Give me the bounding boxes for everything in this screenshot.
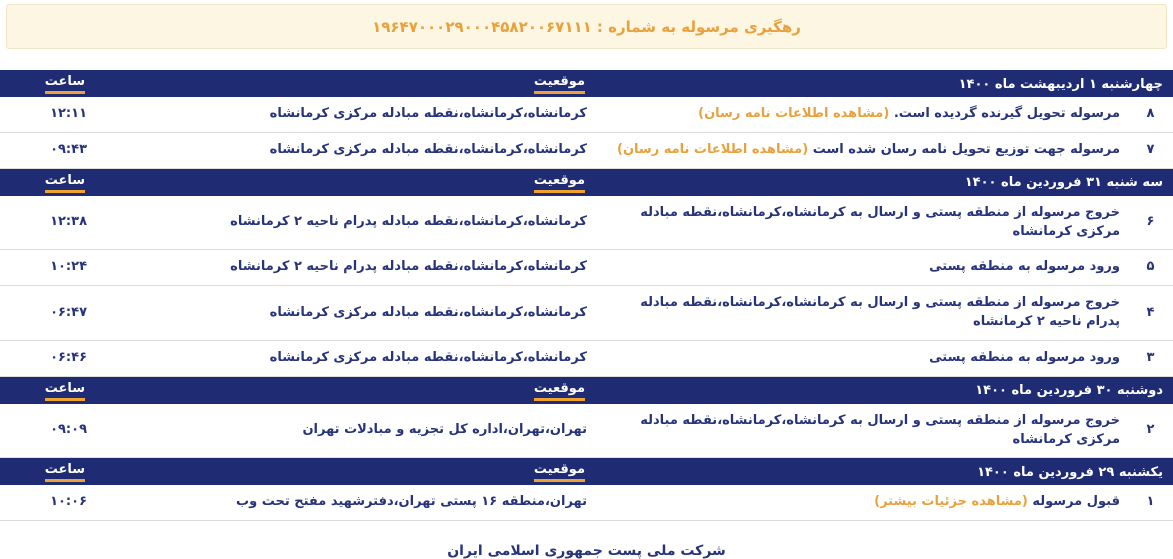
date-text: یکشنبه ۲۹ فروردین ماه ۱۴۰۰ bbox=[977, 464, 1163, 480]
location-header-label: موقعیت bbox=[534, 462, 585, 482]
row-number: ۲ bbox=[1128, 404, 1173, 458]
status-text: ورود مرسوله به منطقه پستی bbox=[929, 349, 1120, 365]
location-cell: کرمانشاه،کرمانشاه،نقطه مبادله پدرام ناحیه ۲ کرمانشاه bbox=[95, 196, 595, 250]
location-header-label: موقعیت bbox=[534, 381, 585, 401]
footer-text: شرکت ملی پست جمهوری اسلامی ایران bbox=[447, 543, 726, 559]
status-text: خروج مرسوله از منطقه پستی و ارسال به کرمانشاه،کرمانشاه،نقطه مبادله مرکزی کرمانشاه bbox=[640, 204, 1120, 239]
time-cell: ۱۲:۳۸ bbox=[0, 196, 95, 250]
time-cell: ۱۰:۰۶ bbox=[0, 485, 95, 520]
status-text: خروج مرسوله از منطقه پستی و ارسال به کرمانشاه،کرمانشاه،نقطه مبادله پدرام ناحیه ۲ کرمانشاه bbox=[640, 295, 1120, 330]
row-number: ۵ bbox=[1128, 250, 1173, 286]
time-header-label: ساعت bbox=[45, 173, 85, 193]
location-cell: کرمانشاه،کرمانشاه،نقطه مبادله مرکزی کرمانشاه bbox=[95, 286, 595, 341]
table-row bbox=[0, 250, 1173, 286]
date-header bbox=[595, 168, 1173, 196]
tracking-table bbox=[0, 70, 1173, 521]
date-header bbox=[595, 376, 1173, 404]
location-header-label: موقعیت bbox=[534, 173, 585, 193]
tracking-banner bbox=[6, 4, 1167, 49]
time-cell: ۰۶:۴۶ bbox=[0, 340, 95, 376]
location-column-header bbox=[95, 458, 595, 486]
status-text: مرسوله جهت توزیع تحویل نامه رسان شده است bbox=[812, 141, 1120, 157]
table-row bbox=[0, 404, 1173, 458]
date-text: دوشنبه ۳۰ فروردین ماه ۱۴۰۰ bbox=[975, 383, 1163, 399]
status-cell bbox=[595, 286, 1128, 341]
row-number: ۶ bbox=[1128, 196, 1173, 250]
location-column-header bbox=[95, 70, 595, 97]
status-text: قبول مرسوله bbox=[1032, 494, 1120, 510]
status-cell bbox=[595, 485, 1128, 520]
status-text: مرسوله تحویل گیرنده گردیده است. bbox=[893, 106, 1120, 121]
location-cell: کرمانشاه،کرمانشاه،نقطه مبادله پدرام ناحیه ۲ کرمانشاه bbox=[95, 250, 595, 286]
date-text: سه شنبه ۳۱ فروردین ماه ۱۴۰۰ bbox=[964, 175, 1163, 191]
date-header-row bbox=[0, 168, 1173, 196]
date-header-row bbox=[0, 70, 1173, 97]
status-cell bbox=[595, 97, 1128, 132]
status-link[interactable]: (مشاهده اطلاعات نامه رسان) bbox=[698, 106, 890, 121]
date-header bbox=[595, 458, 1173, 486]
status-link[interactable]: (مشاهده جزئیات بیشتر) bbox=[874, 494, 1028, 510]
status-text: خروج مرسوله از منطقه پستی و ارسال به کرمانشاه،کرمانشاه،نقطه مبادله مرکزی کرمانشاه bbox=[640, 412, 1120, 447]
row-number: ۱ bbox=[1128, 485, 1173, 520]
tracking-label: رهگیری مرسوله به شماره : bbox=[596, 18, 801, 36]
table-row bbox=[0, 97, 1173, 132]
date-text: چهارشنبه ۱ اردیبهشت ماه ۱۴۰۰ bbox=[958, 76, 1163, 92]
status-cell bbox=[595, 132, 1128, 168]
location-cell: کرمانشاه،کرمانشاه،نقطه مبادله مرکزی کرمانشاه bbox=[95, 97, 595, 132]
status-link[interactable]: (مشاهده اطلاعات نامه رسان) bbox=[617, 141, 809, 157]
row-number: ۷ bbox=[1128, 132, 1173, 168]
date-header-row bbox=[0, 458, 1173, 486]
location-cell: تهران،منطقه ۱۶ پستی تهران،دفترشهید مفتح تحت وب bbox=[95, 485, 595, 520]
location-cell: تهران،تهران،اداره کل تجزیه و مبادلات تهران bbox=[95, 404, 595, 458]
status-cell bbox=[595, 250, 1128, 286]
time-cell: ۱۰:۲۴ bbox=[0, 250, 95, 286]
row-number: ۸ bbox=[1128, 97, 1173, 132]
status-cell bbox=[595, 196, 1128, 250]
tracking-number: ۱۹۶۴۷۰۰۰۲۹۰۰۰۴۵۸۲۰۰۶۷۱۱۱ bbox=[372, 18, 592, 36]
time-header-label: ساعت bbox=[45, 74, 85, 94]
time-column-header bbox=[0, 70, 95, 97]
table-row bbox=[0, 340, 1173, 376]
status-cell bbox=[595, 404, 1128, 458]
row-number: ۳ bbox=[1128, 340, 1173, 376]
time-column-header bbox=[0, 168, 95, 196]
time-cell: ۰۶:۴۷ bbox=[0, 286, 95, 341]
time-header-label: ساعت bbox=[45, 462, 85, 482]
time-header-label: ساعت bbox=[45, 381, 85, 401]
location-header-label: موقعیت bbox=[534, 74, 585, 94]
location-column-header bbox=[95, 376, 595, 404]
table-row bbox=[0, 132, 1173, 168]
status-text: ورود مرسوله به منطقه پستی bbox=[929, 259, 1120, 275]
time-column-header bbox=[0, 458, 95, 486]
row-number: ۴ bbox=[1128, 286, 1173, 341]
time-cell: ۰۹:۴۳ bbox=[0, 132, 95, 168]
table-row bbox=[0, 286, 1173, 341]
location-column-header bbox=[95, 168, 595, 196]
date-header bbox=[595, 70, 1173, 97]
location-cell: کرمانشاه،کرمانشاه،نقطه مبادله مرکزی کرمانشاه bbox=[95, 132, 595, 168]
time-column-header bbox=[0, 376, 95, 404]
time-cell: ۰۹:۰۹ bbox=[0, 404, 95, 458]
table-row bbox=[0, 485, 1173, 520]
time-cell: ۱۲:۱۱ bbox=[0, 97, 95, 132]
date-header-row bbox=[0, 376, 1173, 404]
location-cell: کرمانشاه،کرمانشاه،نقطه مبادله مرکزی کرمانشاه bbox=[95, 340, 595, 376]
status-cell bbox=[595, 340, 1128, 376]
table-row bbox=[0, 196, 1173, 250]
